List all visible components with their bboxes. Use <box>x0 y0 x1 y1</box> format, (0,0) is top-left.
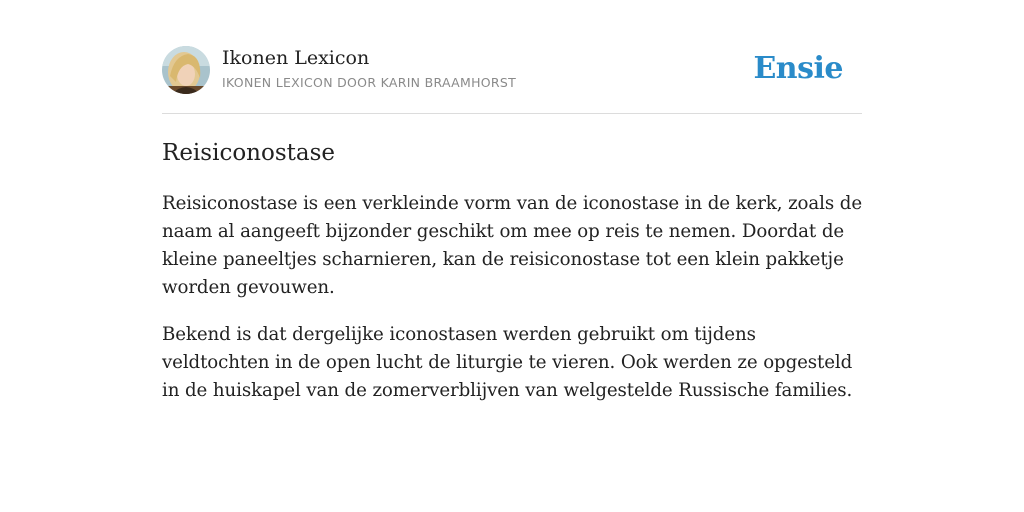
author-avatar[interactable] <box>162 46 210 94</box>
article-title: Reisiconostase <box>162 140 336 166</box>
paragraph: Reisiconostase is een verkleinde vorm van de iconostase in de kerk, zoals de naam al aangeeft bijzonder geschikt om mee op reis te nemen. Doordat de kleine paneeltjes scharnieren, kan de reisiconostase tot een klein pakketje worden gevouwen. <box>162 193 862 298</box>
article-card <box>162 0 862 401</box>
avatar-image <box>162 46 210 94</box>
author-name[interactable]: Ikonen Lexicon <box>222 47 370 69</box>
article-header <box>162 0 862 114</box>
paragraph: Bekend is dat dergelijke iconostasen werden gebruikt om tijdens veldtochten in de open lucht de liturgie te vieren. Ook werden ze opgesteld in de huiskapel van de zomerverblijven van welgestelde Russische families. <box>162 324 853 401</box>
author-subtitle[interactable]: IKONEN LEXICON DOOR KARIN BRAAMHORST <box>222 75 517 90</box>
ensie-logo[interactable]: Ensie <box>753 51 843 86</box>
article-body <box>162 190 862 424</box>
